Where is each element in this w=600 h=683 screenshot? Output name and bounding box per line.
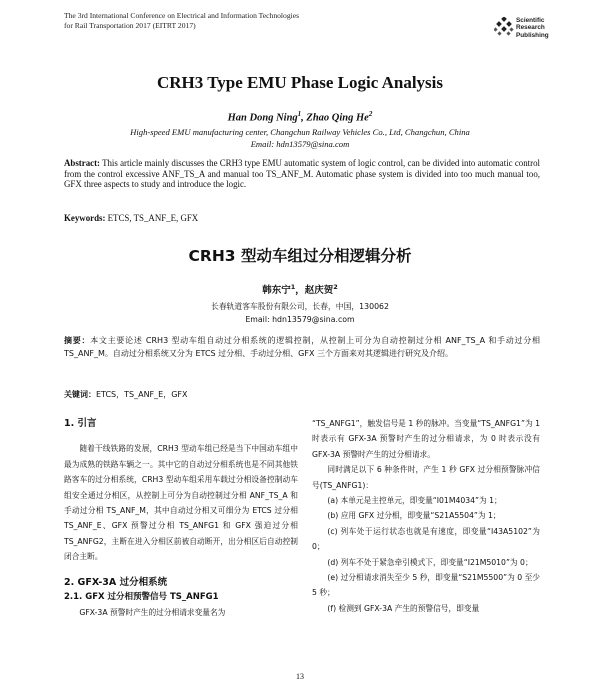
- condition-item: (a) 本单元是主控单元，即变量“I01M4034”为 1；: [327, 496, 502, 506]
- english-title: CRH3 Type EMU Phase Logic Analysis: [156, 73, 444, 92]
- section-1-paragraph: 随着干线铁路的发展，CRH3 型动车组已经是当下中国动车组中最为成熟的铁路车辆之一。其中它的自动过分相系统也是不同其他铁路客车的过分相系统，CRH3 型动车组采用车载过分相设备控制动车组安全通过分相区，从控制上可分为自动控制过分相 ANF_TS_A 和手动过分相 TS_ANF_M，其中自动过分相又可细分为 ETCS 过分相 TS_ANF_E、GFX 预警过分相 TS_ANFG1 和 GFX 强迫过分相 TS_ANFG2，主断在进入分相区前被自动断开，出分相区后自动控制闭合主断。: [64, 444, 298, 562]
- condition-item: (d) 列车不处于紧急牵引模式下，即变量“I21M5010”为 0；: [327, 557, 533, 567]
- cn-affiliation-text: 长春轨道客车股份有限公司，长春，中国，130062: [211, 302, 389, 311]
- cn-abstract-text: 本文主要论述 CRH3 型动车组自动过分相系统的逻辑控制，从控制上可分为自动控制过分相 ANF_TS_A 和手动过分相 TS_ANF_M。自动过分相系统又分为 ETCS 过分相、手动过分相、GFX 三个方面来对其逻辑进行研究及介绍。: [64, 336, 541, 358]
- english-authors: [0, 110, 600, 124]
- chinese-keywords: [64, 389, 188, 400]
- cn-author-separator: ，: [295, 285, 305, 296]
- right-paragraph-1: “TS_ANFG1”，触发信号是 1 秒的脉冲。当变量“TS_ANFG1”为 1 时表示有 GFX-3A 预警时产生的过分相请求，为 0 时表示没有 GFX-3A 预警时产生的过分相请求。: [312, 419, 540, 459]
- publisher-line-1: Scientific: [516, 17, 545, 24]
- publisher-line-2: Research: [516, 24, 545, 32]
- condition-item: (c) 列车处于运行状态也就是有速度，即变量“I43A5102”为 0；: [312, 526, 540, 552]
- publisher-diamond-icon: [494, 17, 514, 39]
- author-1-sup: 1: [297, 110, 302, 118]
- conference-line-1: The 3rd International Conference on Electrical and Information Technologies: [64, 11, 300, 20]
- keywords-label: Keywords:: [64, 213, 106, 223]
- condition-item: (f) 检测到 GFX-3A 产生的预警信号，即变量: [327, 603, 480, 613]
- author-separator: ,: [301, 112, 307, 124]
- abstract-label: Abstract:: [64, 158, 100, 168]
- section-2-1-heading: 2.1. GFX 过分相预警信号 TS_ANFG1: [64, 592, 219, 603]
- chinese-affiliation: [0, 301, 600, 326]
- chinese-authors: [0, 282, 600, 296]
- publisher-name: [516, 17, 549, 39]
- condition-item: (b) 应用 GFX 过分相，即变量“S21A5504”为 1；: [327, 511, 501, 521]
- cn-keywords-label: 关键词：: [64, 390, 96, 399]
- cn-author-2-sup: 2: [333, 282, 338, 291]
- right-paragraph-2: 同时满足以下 6 种条件时，产生 1 秒 GFX 过分相预警脉冲信号(TS_ANFG1)：: [312, 465, 540, 490]
- cn-keywords-text: ETCS，TS_ANF_E，GFX: [96, 390, 188, 399]
- cn-author-2-name: 赵庆贺: [304, 285, 334, 296]
- chinese-abstract: [64, 335, 540, 360]
- chinese-title: CRH3 型动车组过分相逻辑分析: [188, 247, 412, 265]
- affiliation-text: High-speed EMU manufacturing center, Changchun Railway Vehicles Co., Ltd, Changchun, China: [130, 127, 470, 137]
- email-text: Email: hdn13579@sina.com: [250, 139, 350, 149]
- cn-author-1-name: 韩东宁: [262, 285, 291, 296]
- publisher-logo: [494, 15, 554, 49]
- condition-item: (e) 过分相请求消失至少 5 秒，即变量“S21M5500”为 0 至少 5 秒；: [312, 573, 540, 598]
- cn-abstract-label: 摘要：: [64, 336, 91, 345]
- publisher-line-3: Publishing: [516, 31, 549, 39]
- conference-line-2: for Rail Transportation 2017 (EITRT 2017): [64, 21, 196, 30]
- cn-email-text: Email: hdn13579@sina.com: [245, 314, 355, 324]
- body-right-column: [312, 416, 540, 616]
- english-affiliation: [0, 126, 600, 150]
- section-1-heading: 1. 引言: [64, 418, 97, 429]
- section-2-1-paragraph: GFX-3A 预警时产生的过分相请求变量名为: [79, 608, 226, 618]
- page-number: 13: [296, 672, 304, 681]
- english-keywords: [64, 213, 198, 223]
- conference-header: [64, 11, 299, 31]
- cn-author-1-sup: 1: [290, 282, 296, 291]
- abstract-text: This article mainly discusses the CRH3 type EMU automatic system of logic control, can be divided into automatic control from the control excessive ANF_TS_A and manual too TS_ANF_M. Automatic phase system is divided into too much manual too, GFX three aspects to study and introduce the logic.: [64, 158, 540, 190]
- author-2-name: Zhao Qing He: [306, 112, 369, 124]
- keywords-text: ETCS, TS_ANF_E, GFX: [105, 213, 199, 223]
- author-1-name: Han Dong Ning: [227, 112, 298, 124]
- section-2-heading: 2. GFX-3A 过分相系统: [64, 576, 168, 588]
- author-2-sup: 2: [368, 110, 373, 118]
- body-left-column: [64, 416, 298, 621]
- english-abstract: [64, 158, 540, 190]
